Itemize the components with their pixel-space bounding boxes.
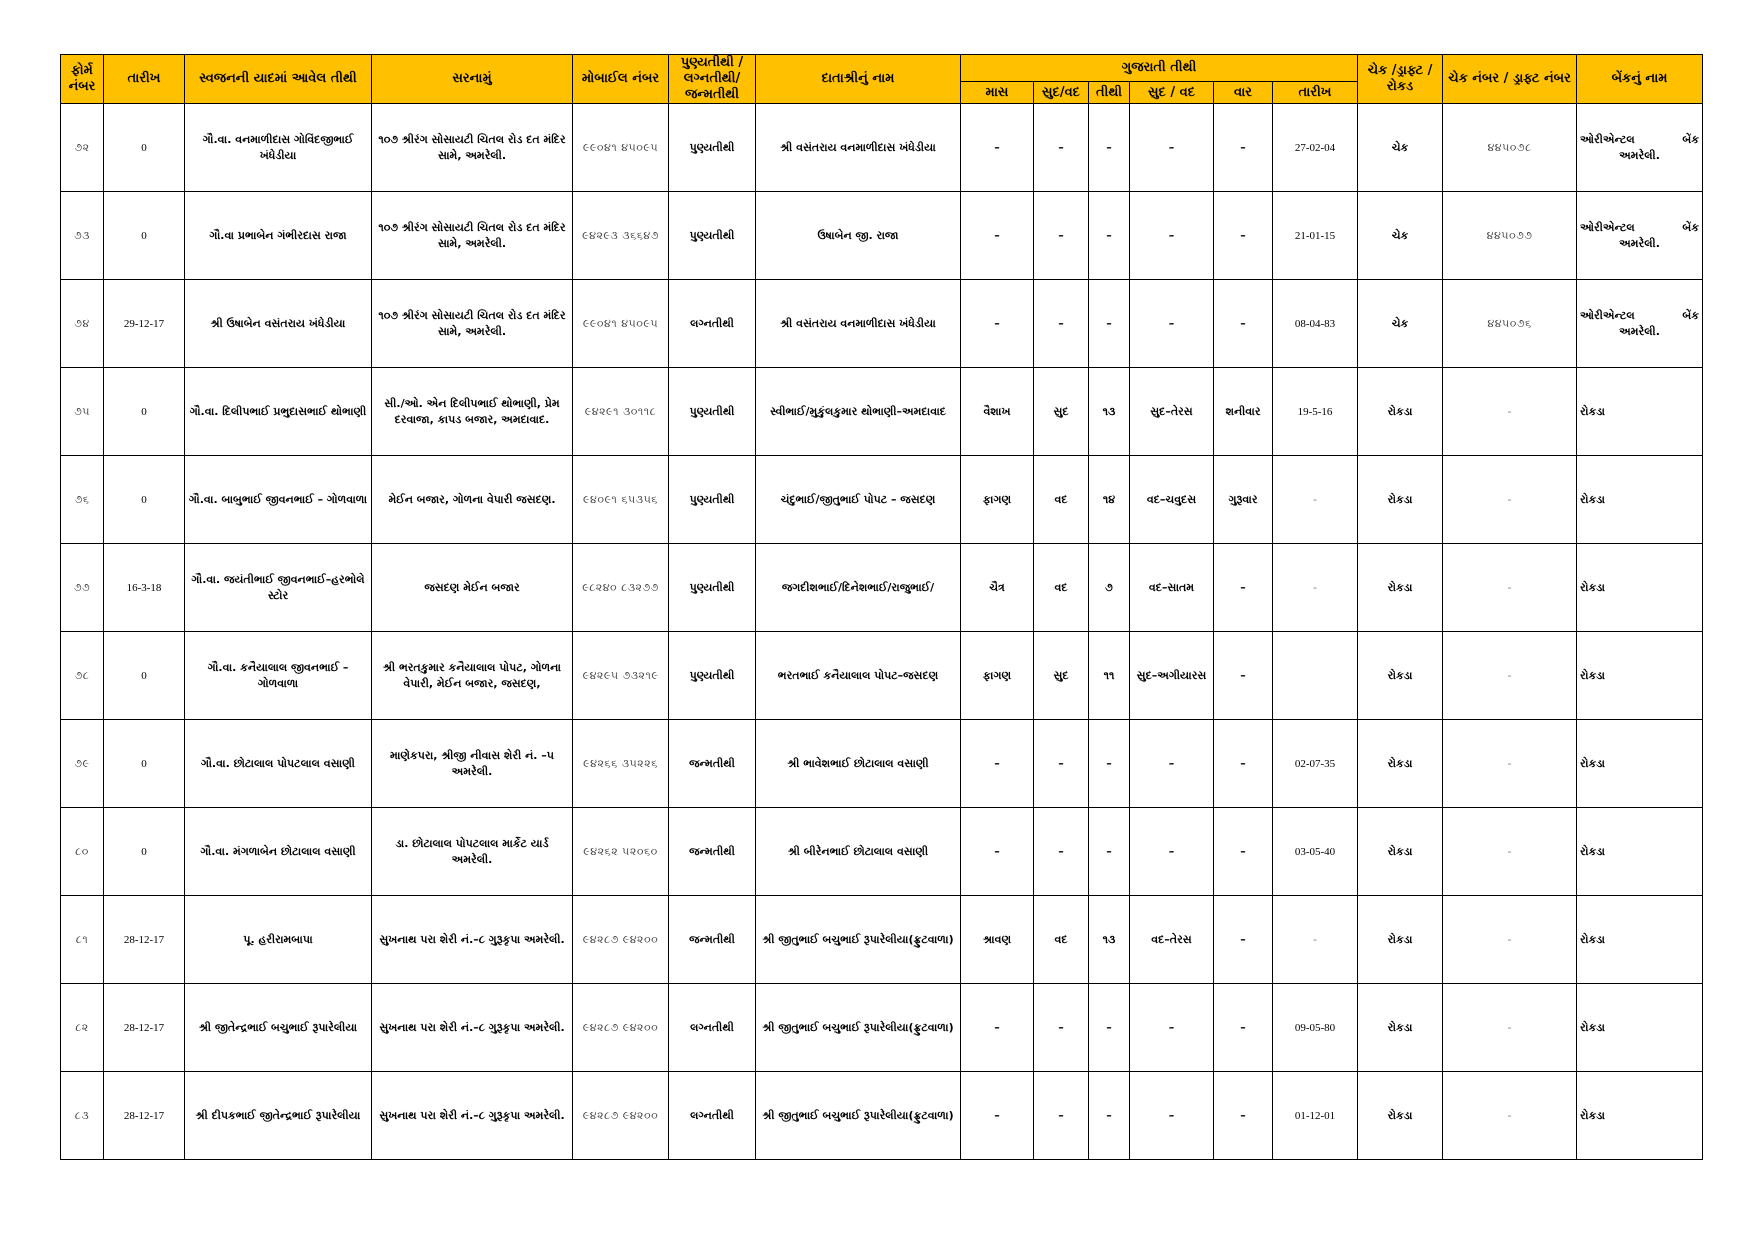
cell-tithi: – xyxy=(1089,280,1130,368)
cell-cheque-no: - xyxy=(1443,720,1577,808)
cell-day: – xyxy=(1214,104,1273,192)
table-row xyxy=(61,192,1703,280)
cell-type: જન્મતીથી xyxy=(669,896,756,984)
cell-type: લગ્નતીથી xyxy=(669,280,756,368)
cell-donor: શ્રી ભાવેશભાઈ છોટાલાલ વસાણી xyxy=(756,720,961,808)
cell-month: ફાગણ xyxy=(961,632,1034,720)
cell-bank xyxy=(1577,1072,1703,1160)
cell-day: – xyxy=(1214,192,1273,280)
cell-bank xyxy=(1577,192,1703,280)
cell-bank xyxy=(1577,456,1703,544)
cell-sud-vad-2: વદ–ચવુદસ xyxy=(1130,456,1214,544)
cell-donor: શ્રી વસંતરાય વનમાળીદાસ ખંધેડીયા xyxy=(756,280,961,368)
cell-date: 28-12-17 xyxy=(104,984,185,1072)
cell-sud-vad-2: સુદ–અગીયારસ xyxy=(1130,632,1214,720)
bank-name: રોકડા xyxy=(1580,844,1605,858)
cell-address: શ્રી ભરતકુમાર કનૈયાલાલ પોપટ, ગોળના વેપારી, મેઈન બજાર, જસદણ, xyxy=(372,632,573,720)
cell-address: મેઈન બજાર, ગોળના વેપારી જસદણ. xyxy=(372,456,573,544)
table-row xyxy=(61,808,1703,896)
bank-name: રોકડા xyxy=(1580,756,1605,770)
cell-donor: સ્વીભાઈ/મુકુંલકુમાર થોભાણી–અમદાવાદ xyxy=(756,368,961,456)
bank-city: અમરેલી. xyxy=(1619,236,1660,250)
bank-name: રોકડા xyxy=(1580,492,1605,506)
cell-form-no: ૭૪ xyxy=(61,280,104,368)
cell-mobile: ૯૯૦૪૧ ૪૫૦૯૫ xyxy=(573,280,669,368)
cell-tithi-date: 27-02-04 xyxy=(1273,104,1358,192)
bank-city: અમરેલી. xyxy=(1619,324,1660,338)
cell-cheque-no: - xyxy=(1443,808,1577,896)
col-payment-mode: ચેક /ડ્રાફ્ટ / રોકડ xyxy=(1358,55,1443,104)
cell-date: 16-3-18 xyxy=(104,544,185,632)
bank-name: ઓરીએન્ટલ xyxy=(1580,132,1635,146)
cell-mobile: ૯૪૨૬૬ ૩૫૨૨૬ xyxy=(573,720,669,808)
cell-payment-mode: રોકડા xyxy=(1358,720,1443,808)
cell-address: સુખનાથ પરા શેરી નં.–૮ ગુરૂકૃપા અમરેલી. xyxy=(372,896,573,984)
cell-bank xyxy=(1577,544,1703,632)
cell-memorial-name: ગૌ.વા. વનમાળીદાસ ગોવિંદજીભાઈ ખંધેડીયા xyxy=(185,104,372,192)
cell-payment-mode: રોકડા xyxy=(1358,1072,1443,1160)
bank-word: બેંક xyxy=(1682,308,1700,322)
cell-tithi-date: - xyxy=(1273,456,1358,544)
cell-form-no: ૭૫ xyxy=(61,368,104,456)
cell-date: 28-12-17 xyxy=(104,896,185,984)
cell-payment-mode: રોકડા xyxy=(1358,368,1443,456)
cell-sud-vad: – xyxy=(1034,720,1089,808)
cell-sud-vad: વદ xyxy=(1034,896,1089,984)
cell-month: – xyxy=(961,808,1034,896)
cell-sud-vad-2: – xyxy=(1130,808,1214,896)
cell-form-no: ૮૨ xyxy=(61,984,104,1072)
col-bank: બેંકનું નામ xyxy=(1577,55,1703,104)
cell-payment-mode: રોકડા xyxy=(1358,456,1443,544)
cell-day: – xyxy=(1214,280,1273,368)
table-row xyxy=(61,280,1703,368)
cell-mobile: ૯૪૨૮૭ ૯૪૨૦૦ xyxy=(573,984,669,1072)
cell-bank xyxy=(1577,720,1703,808)
cell-tithi-date: 08-04-83 xyxy=(1273,280,1358,368)
col-sud-vad: સુદ/વદ xyxy=(1034,82,1089,104)
cell-day: – xyxy=(1214,1072,1273,1160)
cell-month: ફાગણ xyxy=(961,456,1034,544)
col-month: માસ xyxy=(961,82,1034,104)
cell-form-no: ૭૯ xyxy=(61,720,104,808)
cell-payment-mode: રોકડા xyxy=(1358,984,1443,1072)
cell-mobile: ૯૮૨૪૦ ૮૩૨૭૭ xyxy=(573,544,669,632)
col-type: પુણ્યતીથી / લગ્નતીથી/ જન્મતીથી xyxy=(669,55,756,104)
table-row xyxy=(61,456,1703,544)
cell-tithi-date: - xyxy=(1273,544,1358,632)
col-donor: દાતાશ્રીનું નામ xyxy=(756,55,961,104)
cell-address: ૧૦૭ શ્રીરંગ સોસાયટી ચિતલ રોડ દત મંદિર સામે, અમરેલી. xyxy=(372,192,573,280)
cell-tithi-date: 09-05-80 xyxy=(1273,984,1358,1072)
cell-bank xyxy=(1577,368,1703,456)
bank-name: રોકડા xyxy=(1580,580,1605,594)
cell-donor: ઉષાબેન જી. રાજા xyxy=(756,192,961,280)
col-address: સરનામું xyxy=(372,55,573,104)
cell-donor: ભરતભાઈ કનૈયાલાલ પોપટ–જસદણ xyxy=(756,632,961,720)
cell-date: 0 xyxy=(104,456,185,544)
cell-tithi: ૧૩ xyxy=(1089,368,1130,456)
cell-date: 0 xyxy=(104,632,185,720)
cell-sud-vad: વદ xyxy=(1034,544,1089,632)
cell-address: માણેકપરા, શ્રીજી નીવાસ શેરી નં. –૫ અમરેલી. xyxy=(372,720,573,808)
cell-tithi-date xyxy=(1273,632,1358,720)
cell-mobile: ૯૪૨૯૫ ૭૩૨૧૯ xyxy=(573,632,669,720)
cell-bank xyxy=(1577,896,1703,984)
cell-date: 28-12-17 xyxy=(104,1072,185,1160)
cell-cheque-no: ૪૪૫૦૭૮ xyxy=(1443,104,1577,192)
table-row xyxy=(61,544,1703,632)
cell-type: પુણ્યતીથી xyxy=(669,544,756,632)
cell-tithi-date: 19-5-16 xyxy=(1273,368,1358,456)
cell-donor: શ્રી જીતુભાઈ બચુભાઈ રૂપારેલીયા(ફ્રુટવાળા) xyxy=(756,984,961,1072)
table-row xyxy=(61,104,1703,192)
table-row xyxy=(61,632,1703,720)
cell-address: સી./ઓ. એન દિલીપભાઈ થોભાણી, પ્રેમ દરવાજા, કાપડ બજાર, અમદાવાદ. xyxy=(372,368,573,456)
cell-bank xyxy=(1577,104,1703,192)
cell-address: સુખનાથ પરા શેરી નં.–૮ ગુરૂકૃપા અમરેલી. xyxy=(372,1072,573,1160)
cell-tithi: – xyxy=(1089,720,1130,808)
cell-date: 29-12-17 xyxy=(104,280,185,368)
cell-tithi-date: 02-07-35 xyxy=(1273,720,1358,808)
cell-address: ૧૦૭ શ્રીરંગ સોસાયટી ચિતલ રોડ દત મંદિર સામે, અમરેલી. xyxy=(372,280,573,368)
cell-type: પુણ્યતીથી xyxy=(669,632,756,720)
table-row xyxy=(61,1072,1703,1160)
cell-tithi: ૭ xyxy=(1089,544,1130,632)
cell-mobile: ૯૪૨૮૭ ૯૪૨૦૦ xyxy=(573,1072,669,1160)
cell-sud-vad: – xyxy=(1034,280,1089,368)
cell-memorial-name: ગૌ.વા. દિલીપભાઈ પ્રભુદાસભાઈ થોભાણી xyxy=(185,368,372,456)
cell-tithi-date: 21-01-15 xyxy=(1273,192,1358,280)
cell-month: – xyxy=(961,104,1034,192)
cell-mobile: ૯૪૨૯૧ ૩૦૧૧૮ xyxy=(573,368,669,456)
bank-city: અમરેલી. xyxy=(1619,148,1660,162)
cell-cheque-no: ૪૪૫૦૭૭ xyxy=(1443,192,1577,280)
bank-name: ઓરીએન્ટલ xyxy=(1580,308,1635,322)
col-memorial-tithi: સ્વજનની યાદમાં આવેલ તીથી xyxy=(185,55,372,104)
table-row xyxy=(61,368,1703,456)
table-row xyxy=(61,896,1703,984)
cell-day: શનીવાર xyxy=(1214,368,1273,456)
cell-sud-vad-2: સુદ–તેરસ xyxy=(1130,368,1214,456)
cell-form-no: ૭૮ xyxy=(61,632,104,720)
cell-tithi-date: 03-05-40 xyxy=(1273,808,1358,896)
bank-name: ઓરીએન્ટલ xyxy=(1580,220,1635,234)
col-cheque-no: ચેક નંબર / ડ્રાફ્ટ નંબર xyxy=(1443,55,1577,104)
cell-memorial-name: ગૌ.વા. કનૈયાલાલ જીવનભાઈ – ગોળવાળા xyxy=(185,632,372,720)
cell-cheque-no: - xyxy=(1443,368,1577,456)
cell-tithi: ૧૩ xyxy=(1089,896,1130,984)
cell-mobile: ૯૪૨૯૩ ૩૬૬૪૭ xyxy=(573,192,669,280)
cell-form-no: ૮૦ xyxy=(61,808,104,896)
cell-sud-vad-2: વદ–તેરસ xyxy=(1130,896,1214,984)
cell-sud-vad: વદ xyxy=(1034,456,1089,544)
bank-word: બેંક xyxy=(1682,220,1700,234)
cell-payment-mode: ચેક xyxy=(1358,280,1443,368)
cell-sud-vad: – xyxy=(1034,984,1089,1072)
cell-sud-vad-2: – xyxy=(1130,1072,1214,1160)
cell-day: – xyxy=(1214,896,1273,984)
donation-register-table xyxy=(60,54,1703,1160)
cell-payment-mode: રોકડા xyxy=(1358,632,1443,720)
cell-mobile: ૯૪૨૬૨ ૫૨૦૬૦ xyxy=(573,808,669,896)
cell-form-no: ૭૨ xyxy=(61,104,104,192)
cell-mobile: ૯૪૨૮૭ ૯૪૨૦૦ xyxy=(573,896,669,984)
cell-sud-vad-2: – xyxy=(1130,280,1214,368)
cell-type: પુણ્યતીથી xyxy=(669,456,756,544)
col-tithi: તીથી xyxy=(1089,82,1130,104)
cell-address: જસદણ મેઈન બજાર xyxy=(372,544,573,632)
cell-bank xyxy=(1577,280,1703,368)
cell-bank xyxy=(1577,808,1703,896)
cell-date: 0 xyxy=(104,808,185,896)
cell-tithi: ૧૪ xyxy=(1089,456,1130,544)
cell-tithi: ૧૧ xyxy=(1089,632,1130,720)
cell-memorial-name: ગૌ.વા. બાબુભાઈ જીવનભાઈ – ગોળવાળા xyxy=(185,456,372,544)
cell-donor: શ્રી જીતુભાઈ બચુભાઈ રૂપારેલીયા(ફ્રુટવાળા) xyxy=(756,1072,961,1160)
cell-address: સુખનાથ પરા શેરી નં.–૮ ગુરૂકૃપા અમરેલી. xyxy=(372,984,573,1072)
cell-address: ૧૦૭ શ્રીરંગ સોસાયટી ચિતલ રોડ દત મંદિર સામે, અમરેલી. xyxy=(372,104,573,192)
cell-payment-mode: રોકડા xyxy=(1358,808,1443,896)
cell-month: – xyxy=(961,720,1034,808)
cell-month: વૈશાખ xyxy=(961,368,1034,456)
bank-name: રોકડા xyxy=(1580,668,1605,682)
cell-month: શ્રાવણ xyxy=(961,896,1034,984)
cell-sud-vad: સુદ xyxy=(1034,368,1089,456)
cell-memorial-name: ગૌ.વા. મંગળાબેન છોટાલાલ વસાણી xyxy=(185,808,372,896)
cell-type: પુણ્યતીથી xyxy=(669,368,756,456)
cell-donor: જગદીશભાઈ/દિનેશભાઈ/રાજુભાઈ/ xyxy=(756,544,961,632)
header-row xyxy=(61,55,1703,82)
col-mobile: મોબાઈલ નંબર xyxy=(573,55,669,104)
cell-date: 0 xyxy=(104,720,185,808)
cell-form-no: ૭૩ xyxy=(61,192,104,280)
cell-sud-vad-2: – xyxy=(1130,104,1214,192)
cell-tithi-date: 01-12-01 xyxy=(1273,1072,1358,1160)
cell-day: – xyxy=(1214,720,1273,808)
cell-memorial-name: પૂ. હરીરામબાપા xyxy=(185,896,372,984)
cell-tithi: – xyxy=(1089,808,1130,896)
cell-type: જન્મતીથી xyxy=(669,720,756,808)
cell-form-no: ૮૩ xyxy=(61,1072,104,1160)
cell-payment-mode: રોકડા xyxy=(1358,544,1443,632)
table-row xyxy=(61,720,1703,808)
cell-sud-vad: – xyxy=(1034,192,1089,280)
cell-donor: શ્રી બીરેનભાઈ છોટાલાલ વસાણી xyxy=(756,808,961,896)
cell-memorial-name: શ્રી જીતેન્દ્રભાઈ બચુભાઈ રૂપારેલીયા xyxy=(185,984,372,1072)
bank-name: રોકડા xyxy=(1580,932,1605,946)
cell-cheque-no: - xyxy=(1443,544,1577,632)
cell-donor: શ્રી જીતુભાઈ બચુભાઈ રૂપારેલીયા(ફ્રુટવાળા) xyxy=(756,896,961,984)
cell-sud-vad-2: – xyxy=(1130,984,1214,1072)
col-day: વાર xyxy=(1214,82,1273,104)
cell-month: – xyxy=(961,192,1034,280)
cell-day: – xyxy=(1214,808,1273,896)
cell-date: 0 xyxy=(104,368,185,456)
cell-cheque-no: - xyxy=(1443,984,1577,1072)
cell-form-no: ૮૧ xyxy=(61,896,104,984)
cell-bank xyxy=(1577,632,1703,720)
cell-mobile: ૯૯૦૪૧ ૪૫૦૯૫ xyxy=(573,104,669,192)
col-tithi-date: તારીખ xyxy=(1273,82,1358,104)
cell-bank xyxy=(1577,984,1703,1072)
cell-payment-mode: ચેક xyxy=(1358,104,1443,192)
cell-sud-vad-2: – xyxy=(1130,720,1214,808)
cell-cheque-no: - xyxy=(1443,632,1577,720)
cell-tithi-date: - xyxy=(1273,896,1358,984)
cell-day: – xyxy=(1214,632,1273,720)
cell-address: ડા. છોટાલાલ પોપટલાલ માર્કેટ યાર્ડ અમરેલી. xyxy=(372,808,573,896)
cell-sud-vad-2: – xyxy=(1130,192,1214,280)
cell-month: – xyxy=(961,280,1034,368)
col-date: તારીખ xyxy=(104,55,185,104)
cell-sud-vad: સુદ xyxy=(1034,632,1089,720)
cell-payment-mode: ચેક xyxy=(1358,192,1443,280)
cell-type: પુણ્યતીથી xyxy=(669,192,756,280)
cell-form-no: ૭૬ xyxy=(61,456,104,544)
cell-sud-vad-2: વદ–સાતમ xyxy=(1130,544,1214,632)
bank-name: રોકડા xyxy=(1580,404,1605,418)
cell-memorial-name: ગૌ.વા પ્રભાબેન ગંભીરદાસ રાજા xyxy=(185,192,372,280)
bank-name: રોકડા xyxy=(1580,1108,1605,1122)
cell-day: – xyxy=(1214,984,1273,1072)
cell-day: ગુરૂવાર xyxy=(1214,456,1273,544)
cell-memorial-name: ગૌ.વા. જયંતીભાઈ જીવનભાઈ–હરભોલે સ્ટોર xyxy=(185,544,372,632)
col-form-no: ફોર્મ નંબર xyxy=(61,55,104,104)
cell-payment-mode: રોકડા xyxy=(1358,896,1443,984)
cell-cheque-no: ૪૪૫૦૭૬ xyxy=(1443,280,1577,368)
cell-month: – xyxy=(961,984,1034,1072)
bank-word: બેંક xyxy=(1682,132,1700,146)
cell-type: લગ્નતીથી xyxy=(669,984,756,1072)
cell-date: 0 xyxy=(104,192,185,280)
cell-day: – xyxy=(1214,544,1273,632)
cell-type: લગ્નતીથી xyxy=(669,1072,756,1160)
cell-mobile: ૯૪૦૯૧ ૬૫૩૫૬ xyxy=(573,456,669,544)
cell-type: પુણ્યતીથી xyxy=(669,104,756,192)
cell-tithi: – xyxy=(1089,1072,1130,1160)
cell-tithi: – xyxy=(1089,984,1130,1072)
cell-memorial-name: શ્રી દીપકભાઈ જીતેન્દ્રભાઈ રૂપારેલીયા xyxy=(185,1072,372,1160)
col-gujarati-tithi: ગુજરાતી તીથી xyxy=(961,55,1358,82)
cell-form-no: ૭૭ xyxy=(61,544,104,632)
cell-memorial-name: શ્રી ઉષાબેન વસંતરાય ખંધેડીયા xyxy=(185,280,372,368)
cell-memorial-name: ગૌ.વા. છોટાલાલ પોપટલાલ વસાણી xyxy=(185,720,372,808)
cell-donor: ચંદુભાઈ/જીતુભાઈ પોપટ – જસદણ xyxy=(756,456,961,544)
bank-name: રોકડા xyxy=(1580,1020,1605,1034)
cell-sud-vad: – xyxy=(1034,1072,1089,1160)
cell-cheque-no: - xyxy=(1443,896,1577,984)
col-sud-vad-2: સુદ / વદ xyxy=(1130,82,1214,104)
cell-sud-vad: – xyxy=(1034,808,1089,896)
cell-donor: શ્રી વસંતરાય વનમાળીદાસ ખંધેડીયા xyxy=(756,104,961,192)
cell-cheque-no: - xyxy=(1443,1072,1577,1160)
cell-date: 0 xyxy=(104,104,185,192)
table-row xyxy=(61,984,1703,1072)
cell-cheque-no: - xyxy=(1443,456,1577,544)
cell-tithi: – xyxy=(1089,104,1130,192)
cell-month: ચૈત્ર xyxy=(961,544,1034,632)
cell-sud-vad: – xyxy=(1034,104,1089,192)
cell-type: જન્મતીથી xyxy=(669,808,756,896)
cell-month: – xyxy=(961,1072,1034,1160)
cell-tithi: – xyxy=(1089,192,1130,280)
